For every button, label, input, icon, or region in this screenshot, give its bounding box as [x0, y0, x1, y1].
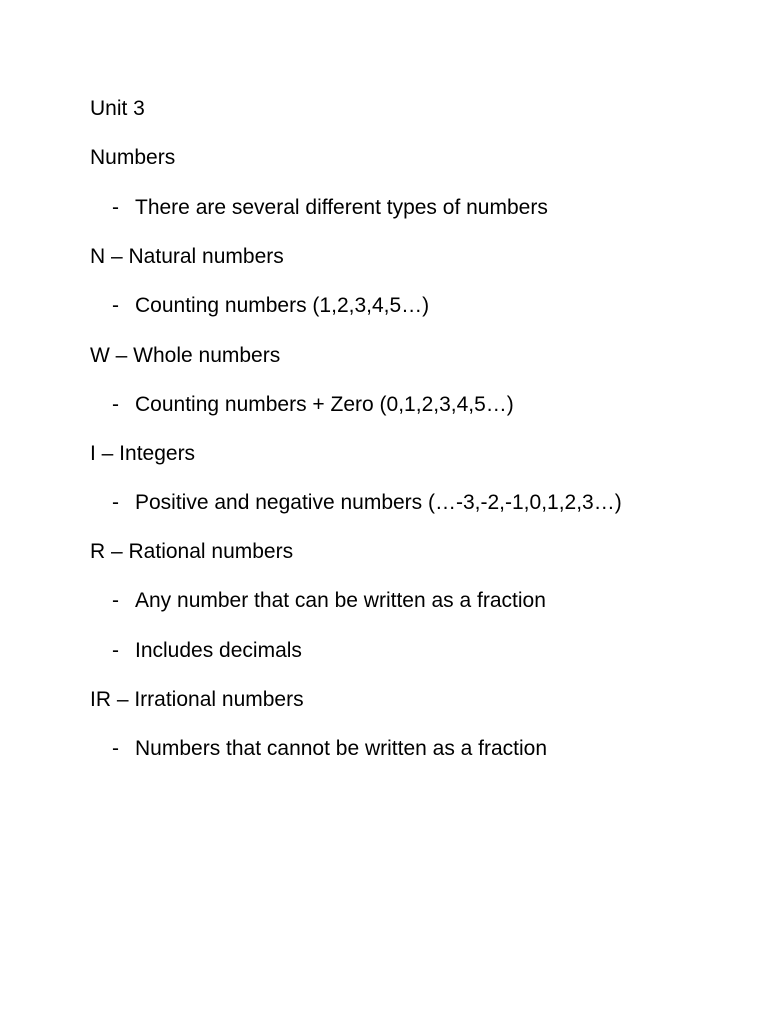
bullet-text: Counting numbers + Zero (0,1,2,3,4,5…)	[135, 393, 514, 416]
bullet-rational-2	[112, 638, 302, 664]
bullet-rational-1	[112, 588, 546, 614]
bullet-dash: -	[112, 737, 119, 760]
section-heading-irrational: IR – Irrational numbers	[90, 688, 304, 711]
bullet-text: There are several different types of numbers	[135, 196, 548, 219]
bullet-dash: -	[112, 589, 119, 612]
unit-title: Unit 3	[90, 97, 145, 120]
bullet-dash: -	[112, 491, 119, 514]
bullet-text: Numbers that cannot be written as a fraction	[135, 737, 548, 760]
bullet-dash: -	[112, 393, 119, 416]
bullet-text: Includes decimals	[135, 639, 302, 662]
bullet-text: Any number that can be written as a fraction	[135, 589, 546, 612]
topic-heading: Numbers	[90, 146, 176, 169]
bullet-dash: -	[112, 294, 119, 317]
bullet-text: Positive and negative numbers (…-3,-2,-1,0,1,2,3…)	[135, 491, 622, 514]
bullet-dash: -	[112, 196, 119, 219]
section-heading-integers: I – Integers	[90, 442, 196, 465]
bullet-natural	[112, 293, 429, 319]
bullet-irrational	[112, 736, 547, 762]
bullet-integers	[112, 490, 622, 516]
section-heading-natural: N – Natural numbers	[90, 245, 284, 268]
intro-bullet	[112, 195, 548, 221]
section-heading-whole: W – Whole numbers	[90, 344, 281, 367]
bullet-dash: -	[112, 639, 119, 662]
bullet-whole	[112, 392, 514, 418]
section-heading-rational: R – Rational numbers	[90, 540, 294, 563]
bullet-text: Counting numbers (1,2,3,4,5…)	[135, 294, 430, 317]
